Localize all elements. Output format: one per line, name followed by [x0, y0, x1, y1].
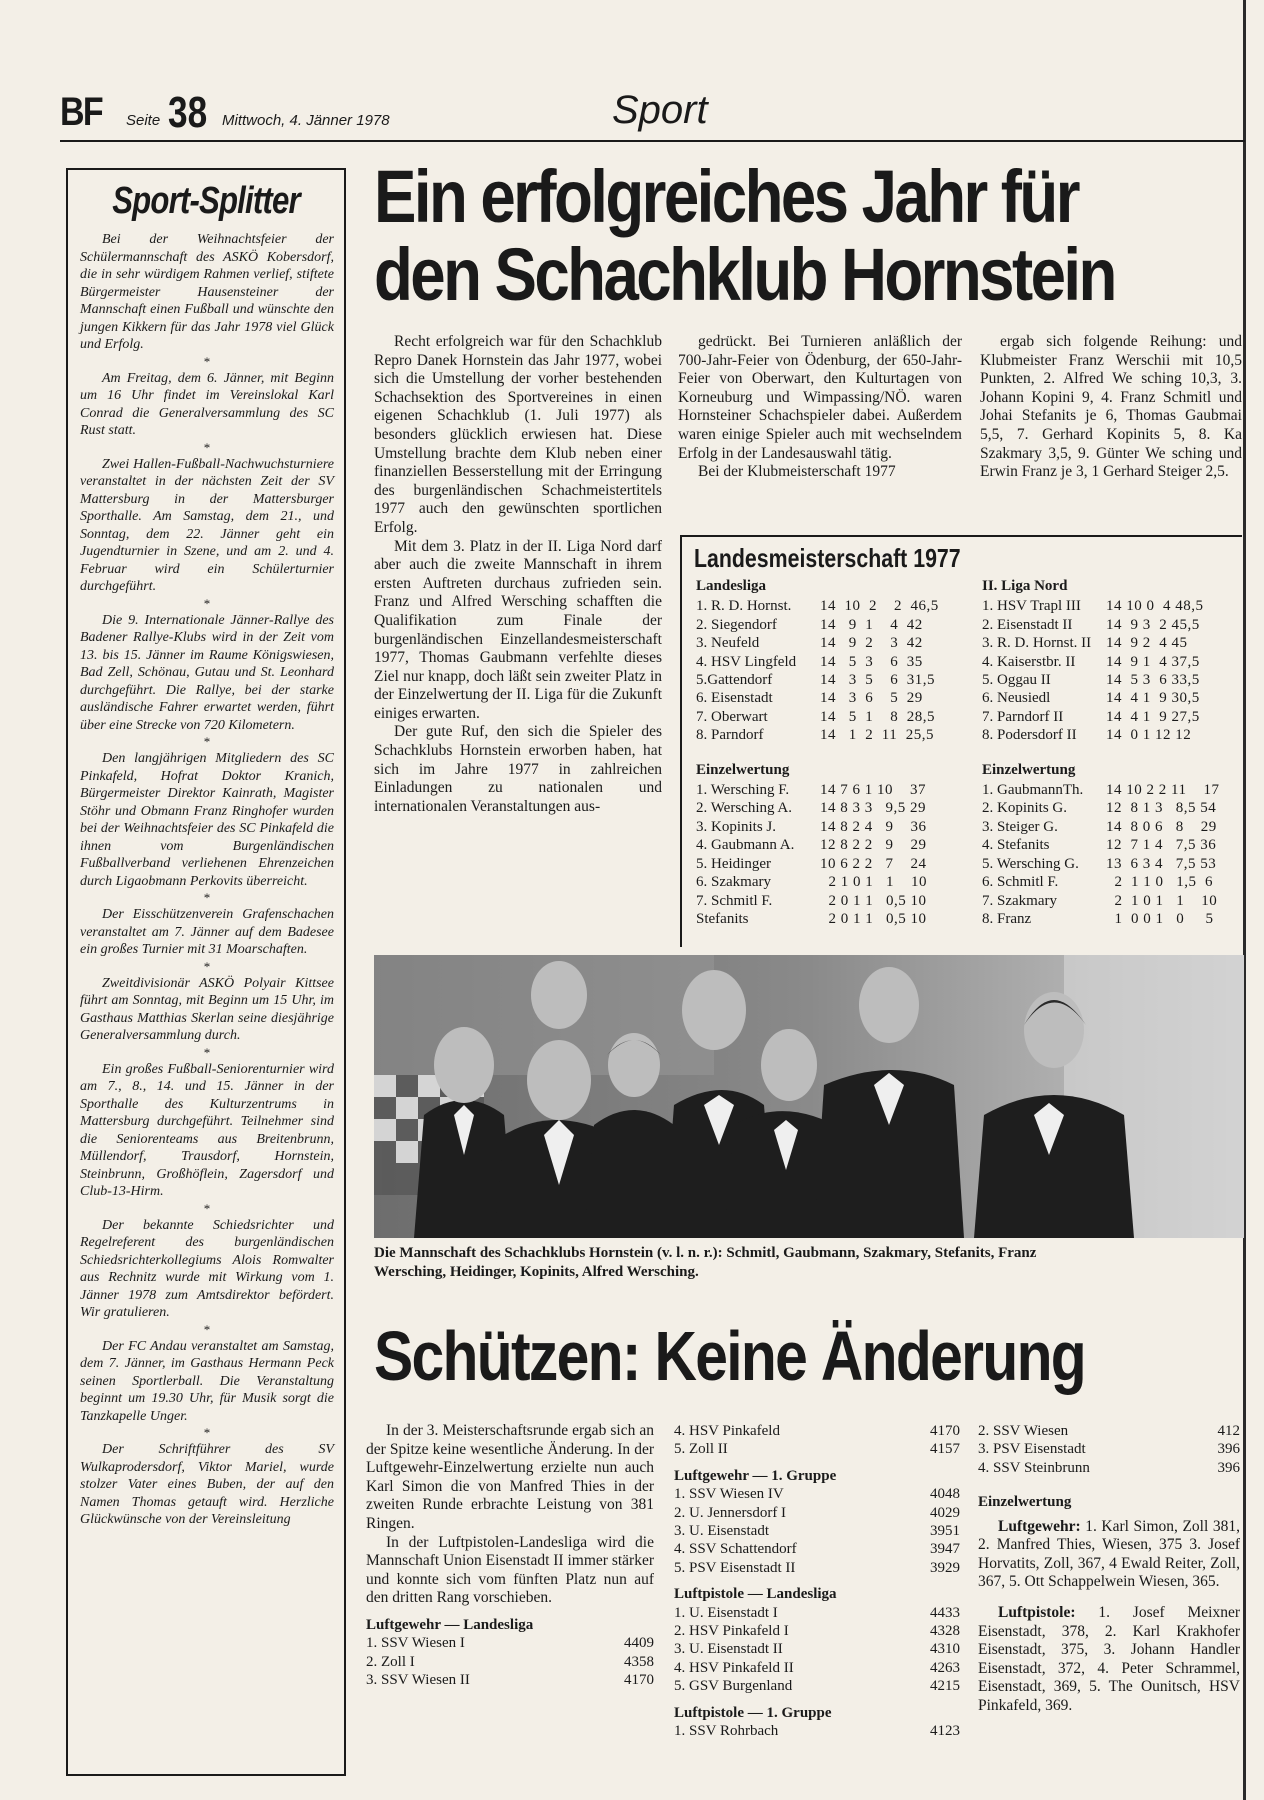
separator-star: *: [203, 890, 211, 905]
luftgewehr-landesliga-table: [366, 1634, 654, 1689]
team-results: 14 9 1 4 37,5: [1106, 653, 1200, 670]
team-name: 5. Heidinger: [696, 855, 771, 872]
team-results: 14 4 1 9 27,5: [1106, 708, 1200, 725]
team-results: 2 1 1 0 1,5 6: [1106, 874, 1213, 891]
separator-star: *: [203, 439, 211, 455]
separator-star: *: [203, 595, 211, 611]
team-name: 3. U. Eisenstadt II: [674, 1641, 783, 1658]
team-name: 5.Gattendorf: [696, 672, 773, 689]
team-results: 14 5 3 6 33,5: [1106, 672, 1200, 689]
separator-star: *: [203, 1321, 211, 1337]
ring-score: 4358: [624, 1653, 654, 1670]
sport-splitter-item: Zweitdivisionär ASKÖ Polyair Kittsee führt am Sonntag, mit Beginn um 15 Uhr, im Gasthaus Matthias Skerlan seine diesjährige Generalversammlung durch.: [80, 975, 334, 1043]
luftgewehr-landesliga-heading: Luftgewehr — Landesliga: [366, 1616, 534, 1633]
ring-score: 3929: [930, 1559, 960, 1576]
ring-score: 4048: [930, 1486, 960, 1503]
team-results: 14 5 3 6 35: [820, 653, 923, 670]
ranking-row: [978, 1422, 1240, 1440]
article-paragraph: Recht erfolgreich war für den Schachklub Repro Danek Hornstein das Jahr 1977, wobei sich die Umstellung der vorher bestehenden Schachsektion des Sportvereines in einen eigenen Schachklub (1. Juli 1977) als besonders glücklich erwiesen hat. Diese Umstellung brachte dem Klub neben einer finanziellen Besserstellung mit der Erringung des burgenländischen Schachmeistertitels 1977 auch den gewünschten sportlichen Erfolg.: [374, 333, 662, 536]
team-name: 8. Parndorf: [696, 727, 764, 744]
team-results: 13 6 3 4 7,5 53: [1106, 855, 1217, 872]
team-name: 7. Schmitl F.: [696, 892, 773, 909]
ring-score: 4170: [624, 1672, 654, 1689]
ranking-row: [674, 1659, 960, 1677]
team-name: 2. HSV Pinkafeld I: [674, 1623, 789, 1640]
ring-score: 4157: [930, 1441, 960, 1458]
shooting-column-3: [978, 1422, 1240, 1752]
table-row: [982, 873, 1254, 891]
separator-star: *: [203, 1425, 211, 1440]
team-name: 1. SSV Wiesen IV: [674, 1486, 784, 1503]
article-paragraph: gedrückt. Bei Turnieren anläßlich der 700-Jahr-Feier von Ödenburg, der 650-Jahr-Feier von Oberwart, den Kulturtagen von Korneuburg und Wimpassing/NÖ. waren Hornsteiner Schachspieler dabei. Außerdem waren einige Spieler auch mit wechselndem Erfolg in der Landesauswahl tätig.: [678, 333, 962, 462]
table-row: [982, 910, 1254, 928]
team-name: 6. Szakmary: [696, 874, 771, 891]
brand-logo: BF: [60, 90, 102, 134]
shooting-column-1: [366, 1422, 654, 1752]
team-results: 2 1 0 1 1 10: [820, 874, 927, 891]
separator-star: *: [203, 1044, 211, 1060]
team-name: 5. Wersching G.: [982, 855, 1079, 872]
team-name: 7. Szakmary: [982, 892, 1057, 909]
team-results: 14 9 2 4 45: [1106, 635, 1188, 652]
sport-splitter-item: Der Schriftführer des SV Wulkaprodersdorf, Viktor Mariel, wurde stolzer Vater eines Buben, der auf den Namen Thomas getauft wird. Herzliche Glückwünsche von der Vereinsleitung: [80, 1442, 334, 1527]
ranking-row: [674, 1440, 960, 1458]
team-name: 1. SSV Wiesen I: [366, 1635, 465, 1652]
left-einzelwertung-table: [696, 781, 968, 928]
ranking-row: [366, 1634, 654, 1652]
team-name: 3. U. Eisenstadt: [674, 1523, 769, 1540]
team-name: 4. Kaiserstbr. II: [982, 653, 1076, 670]
team-results: 2 0 1 1 0,5 10: [820, 910, 927, 927]
article-paragraph: Der gute Ruf, den sich die Spieler des Schachklubs Hornstein erworben haben, hat sich im Jahre 1977 in zahlreichen Einladungen zu nationalen und internationalen Veranstaltungen aus-: [374, 723, 662, 815]
sport-splitter-item: Bei der Weihnachtsfeier der Schülermannschaft des ASKÖ Kobersdorf, die in sehr würdigem Rahmen verlief, stiftete Bürgermeister Hausensteiner der Mannschaft einen Fußball und wünschte den jungen Kikkern für das Jahr 1978 viel Glück und Erfolg.: [80, 232, 334, 352]
team-name: 3. Kopinits J.: [696, 818, 777, 835]
ranking-row: [674, 1722, 960, 1740]
table-row: [696, 855, 968, 873]
chess-headline-line-1: Ein erfolgreiches Jahr für: [374, 155, 1078, 238]
team-name: 4. HSV Lingfeld: [696, 653, 797, 670]
luftpistole-gruppe-continued: [978, 1422, 1240, 1477]
table-row: [696, 892, 968, 910]
team-name: 3. PSV Eisenstadt: [978, 1441, 1086, 1458]
einzel-luftgewehr-text: 1. Karl Simon, Zoll 381, 2. Manfred Thies, Wiesen, 375 3. Josef Horvatits, Zoll, 367, 4 Ewald Reiter, Zoll, 367, 5. Ott Schappelwein Wiesen, 365.: [978, 1517, 1240, 1591]
standings-left: [696, 577, 968, 928]
page-label: Seite: [126, 112, 161, 129]
luftpistole-landesliga-table: [674, 1604, 960, 1696]
einzel-luftpistole-text: 1. Josef Meixner Eisenstadt, 378, 2. Karl Krakhofer Eisenstadt, 375, 3. Johann Handler Eisenstadt, 372, 4. Peter Schrammel, Eisenstadt, 369, 5. The Ounitsch, HSV Pinkafeld, 369.: [978, 1604, 1240, 1714]
chess-column-2: [678, 333, 962, 523]
ring-score: 3951: [930, 1523, 960, 1540]
left-einzelwertung-heading: Einzelwertung: [696, 761, 790, 778]
chess-headline: [374, 155, 1115, 316]
team-name: 1. HSV Trapl III: [982, 598, 1081, 615]
team-name: 7. Oberwart: [696, 708, 768, 725]
team-results: 14 8 3 3 9,5 29: [820, 800, 926, 817]
ranking-row: [674, 1640, 960, 1658]
sport-splitter-box: [66, 168, 346, 1776]
team-name: 4. HSV Pinkafeld II: [674, 1659, 794, 1676]
table-row: [982, 836, 1254, 854]
separator-star: *: [203, 1200, 211, 1216]
sport-splitter-item: Ein großes Fußball-Seniorenturnier wird am 7., 8., 14. und 15. Jänner in der Sporthalle des Kulturzentrums in Mattersburg durchgeführt. Teilnehmer sind die Seniorenteams aus Breitenbrunn, Müllendorf, Trausdorf, Hornstein, Steinbrunn, Großhöflein, Zagersdorf und Club-13-Hirm.: [80, 1061, 334, 1199]
right-einzelwertung-heading: Einzelwertung: [982, 761, 1076, 778]
right-einzelwertung-table: [982, 781, 1254, 928]
landesliga-heading: Landesliga: [696, 578, 767, 594]
article-paragraph: In der 3. Meisterschaftsrunde ergab sich an der Spitze keine wesentliche Änderung. In der Luftgewehr-Einzelwertung erzielte nun auch Karl Simon die von Manfred Thies in der zweiten Runde erbrachte Leistung von 381 Ringen.: [366, 1422, 654, 1532]
photo-caption-line-1: Die Mannschaft des Schachklubs Hornstein (v. l. n. r.): Schmitl, Gaubmann, Szakmary, Stefanits, Franz: [374, 1245, 1037, 1261]
table-row: [696, 836, 968, 854]
ranking-row: [366, 1653, 654, 1671]
team-name: 5. GSV Burgenland: [674, 1678, 793, 1695]
ranking-row: [674, 1522, 960, 1540]
team-name: 6. Neusiedl: [982, 690, 1051, 707]
separator-star: *: [203, 734, 211, 749]
einzel-luftgewehr-paragraph: [978, 1518, 1240, 1592]
ring-score: 4029: [930, 1504, 960, 1521]
ranking-row: [674, 1422, 960, 1440]
ranking-row: [674, 1540, 960, 1558]
team-name: 5. Oggau II: [982, 672, 1051, 689]
separator-star: *: [203, 353, 211, 369]
team-name: 2. Eisenstadt II: [982, 616, 1073, 633]
table-row: [696, 616, 968, 634]
table-row: [982, 892, 1254, 910]
ranking-row: [674, 1604, 960, 1622]
team-results: 14 1 2 11 25,5: [820, 727, 934, 744]
team-results: 14 3 5 6 31,5: [820, 672, 935, 689]
shooting-column-1-text: [366, 1422, 654, 1608]
ranking-row: [978, 1459, 1240, 1477]
table-row: [982, 818, 1254, 836]
team-name: 5. PSV Eisenstadt II: [674, 1559, 796, 1576]
article-paragraph: Mit dem 3. Platz in der II. Liga Nord darf aber auch die zweite Mannschaft in ihrem ersten Auftreten durchaus zufrieden sein. Franz und Alfred Wersching schafften die Qualifikation zum Finale der burgenländischen Einzellandesmeisterschaft 1977, Thomas Gaubmann verfehlte dieses Ziel nur knapp, doch läßt sein zweiter Platz in der Einzelwertung der II. Liga für die Zukunft einiges erwarten.: [374, 537, 662, 722]
issue-date: Mittwoch, 4. Jänner 1978: [222, 112, 390, 129]
table-row: [696, 781, 968, 799]
table-row: [696, 653, 968, 671]
luftgewehr-landesliga-continued: [674, 1422, 960, 1459]
team-name: 5. Zoll II: [674, 1441, 728, 1458]
team-name: 4. Gaubmann A.: [696, 837, 795, 854]
chess-column-3: [980, 333, 1242, 523]
table-row: [696, 597, 968, 615]
photo-caption: [374, 1244, 1254, 1282]
table-row: [982, 726, 1254, 744]
shooting-headline: Schützen: Keine Änderung: [374, 1317, 1086, 1395]
masthead: [60, 88, 1240, 138]
team-results: 12 7 1 4 7,5 36: [1106, 837, 1217, 854]
ring-score: 4433: [930, 1604, 960, 1621]
team-name: 8. Franz: [982, 910, 1032, 927]
chess-column-1: [374, 333, 662, 943]
table-row: [696, 726, 968, 744]
team-name: 3. Steiger G.: [982, 818, 1058, 835]
team-results: 14 5 1 8 28,5: [820, 708, 935, 725]
team-results: 14 8 2 4 9 36: [820, 818, 927, 835]
ranking-row: [978, 1440, 1240, 1458]
sport-splitter-item: Der bekannte Schiedsrichter und Regelreferent des burgenländischen Schiedsrichterkollegiums Alois Romwalter aus Rechnitz wurde mit Wirkung vom 1. Jänner 1978 zum Amtsdirektor befördert. Wir gratulieren.: [80, 1217, 334, 1320]
team-results: 14 10 2 2 46,5: [820, 598, 939, 615]
team-name: 3. SSV Wiesen II: [366, 1672, 470, 1689]
team-name: 2. Siegendorf: [696, 616, 777, 633]
einzel-luftgewehr-label: Luftgewehr:: [998, 1517, 1081, 1535]
team-results: 10 6 2 2 7 24: [820, 855, 927, 872]
ring-score: 4263: [930, 1659, 960, 1676]
sport-splitter-items: [68, 231, 344, 1529]
team-results: 14 0 1 12 12: [1106, 727, 1192, 744]
table-row: [696, 671, 968, 689]
table-row: [982, 597, 1254, 615]
team-name: 2. Wersching A.: [696, 800, 793, 817]
team-name: 1. GaubmannTh.: [982, 782, 1084, 799]
team-results: 12 8 2 2 9 29: [820, 837, 927, 854]
table-row: [982, 634, 1254, 652]
table-row: [696, 634, 968, 652]
team-name: 4. SSV Schattendorf: [674, 1541, 797, 1558]
table-row: [696, 799, 968, 817]
standings-title: Landesmeisterschaft 1977: [694, 543, 961, 573]
sport-splitter-item: Am Freitag, dem 6. Jänner, mit Beginn um 16 Uhr findet im Vereinslokal Karl Conrad die Generalversammlung des SC Rust statt.: [80, 370, 334, 438]
shooting-column-2: [674, 1422, 960, 1752]
ranking-row: [366, 1671, 654, 1689]
team-name: 2. Zoll I: [366, 1653, 415, 1670]
team-results: 14 9 3 2 45,5: [1106, 616, 1200, 633]
photo-caption-line-2: Wersching, Heidinger, Kopinits, Alfred Wersching.: [374, 1264, 699, 1280]
team-results: 14 8 0 6 8 29: [1106, 818, 1217, 835]
team-name: Stefanits: [696, 910, 749, 927]
team-name: 1. Wersching F.: [696, 782, 790, 799]
ranking-row: [674, 1559, 960, 1577]
sport-splitter-item: Der Eisschützenverein Grafenschachen veranstaltet am 7. Jänner auf dem Badesee ein großes Turnier mit 31 Moarschaften.: [80, 907, 334, 957]
chess-headline-line-2: den Schachklub Hornstein: [374, 233, 1115, 316]
table-row: [696, 708, 968, 726]
article-paragraph: Bei der Klubmeisterschaft 1977: [698, 463, 896, 481]
ring-score: 4409: [624, 1635, 654, 1652]
ring-score: 4170: [930, 1423, 960, 1439]
ring-score: 3947: [930, 1541, 960, 1558]
luftgewehr-gruppe-table: [674, 1485, 960, 1577]
ring-score: 412: [1217, 1423, 1240, 1439]
team-results: 14 4 1 9 30,5: [1106, 690, 1200, 707]
team-name: 3. Neufeld: [696, 635, 760, 652]
table-row: [982, 616, 1254, 634]
table-row: [696, 689, 968, 707]
team-name: 4. HSV Pinkafeld: [674, 1423, 780, 1439]
table-row: [696, 873, 968, 891]
ranking-row: [674, 1622, 960, 1640]
team-name: 8. Podersdorf II: [982, 727, 1077, 744]
team-results: 14 10 2 2 11 17: [1106, 782, 1220, 799]
team-name: 6. Schmitl F.: [982, 874, 1059, 891]
table-row: [982, 689, 1254, 707]
team-results: 14 7 6 1 10 37: [820, 782, 926, 799]
einzel-luftpistole-paragraph: [978, 1604, 1240, 1716]
team-name: 2. U. Jennersdorf I: [674, 1504, 787, 1521]
liga-nord-heading: II. Liga Nord: [982, 578, 1068, 594]
standings-right: [982, 577, 1254, 928]
sport-splitter-item: Den langjährigen Mitgliedern des SC Pinkafeld, Hofrat Doktor Kranich, Bürgermeister Direktor Kainrath, Magister Stöhr und Obmann Franz Ringhofer wurden bei der Weihnachtsfeier des SC Pinkafeld die ihnen vom Burgenländischen Fußballverband verliehenen Ehrenzeichen durch Ligaobmann Perkovits überreicht.: [80, 751, 334, 889]
section-title: Sport: [612, 88, 708, 132]
ring-score: 396: [1217, 1441, 1240, 1458]
team-results: 2 1 0 1 1 10: [1106, 892, 1218, 909]
masthead-rule: [60, 140, 1245, 142]
team-results: 1 0 0 1 0 5: [1106, 910, 1214, 927]
team-photo: [374, 955, 1244, 1238]
sport-splitter-item: Der FC Andau veranstaltet am Samstag, dem 7. Jänner, im Gasthaus Hermann Peck seinen Sportlerball. Die Veranstaltung beginnt um 19.30 Uhr, für Musik sorgt die Tanzkapelle Unger.: [80, 1338, 334, 1424]
team-name: 4. SSV Steinbrunn: [978, 1459, 1090, 1476]
team-name: 6. Eisenstadt: [696, 690, 773, 707]
ranking-row: [674, 1677, 960, 1695]
team-name: 3. R. D. Hornst. II: [982, 635, 1092, 652]
standings-box: [680, 535, 1242, 947]
ring-score: 396: [1217, 1459, 1240, 1476]
page-number: 38: [168, 88, 208, 137]
team-name: 4. Stefanits: [982, 837, 1050, 854]
ranking-row: [674, 1504, 960, 1522]
ring-score: 4215: [930, 1678, 960, 1695]
team-results: 14 10 0 4 48,5: [1106, 598, 1204, 615]
team-name: 1. U. Eisenstadt I: [674, 1604, 778, 1621]
ring-score: 4328: [930, 1623, 960, 1640]
ring-score: 4123: [930, 1723, 960, 1740]
luftgewehr-gruppe-heading: Luftgewehr — 1. Gruppe: [674, 1467, 837, 1484]
einzel-luftpistole-label: Luftpistole:: [998, 1604, 1076, 1621]
team-results: 12 8 1 3 8,5 54: [1106, 800, 1217, 817]
team-name: 7. Parndorf II: [982, 708, 1064, 725]
team-results: 2 0 1 1 0,5 10: [820, 892, 927, 909]
sport-splitter-title: Sport-Splitter: [112, 180, 300, 222]
table-row: [982, 671, 1254, 689]
table-row: [982, 653, 1254, 671]
table-row: [982, 855, 1254, 873]
team-results: 14 9 2 3 42: [820, 635, 923, 652]
table-row: [696, 910, 968, 928]
table-row: [982, 708, 1254, 726]
team-results: 14 9 1 4 42: [820, 616, 923, 633]
team-name: 2. Kopinits G.: [982, 800, 1068, 817]
ranking-row: [674, 1485, 960, 1503]
team-name: 2. SSV Wiesen: [978, 1423, 1069, 1439]
table-row: [696, 818, 968, 836]
einzelwertung-heading: Einzelwertung: [978, 1494, 1072, 1511]
sport-splitter-item: Die 9. Internationale Jänner-Rallye des Badener Rallye-Klubs wird in der Zeit vom 13. bis 15. Jänner im Raume Königswiesen, Bad Zell, Schönau, Gutau und St. Leonhard durchgeführt. Die Rallye, bei der starke ausländische Fahrer erwartet werden, führt über eine Strecke von 720 Kilometern.: [80, 612, 334, 733]
article-paragraph: In der Luftpistolen-Landesliga wird die Mannschaft Union Eisenstadt II immer stärker und konnte sich vom fünften Platz nun auf den dritten Rang vorschieben.: [366, 1533, 654, 1607]
ring-score: 4310: [930, 1641, 960, 1658]
liga-nord-table: [982, 597, 1254, 744]
article-paragraph: ergab sich folgende Reihung: und Klubmeister Franz Werschii mit 10,5 Punkten, 2. Alfred We sching 10,3, 3. Johann Kopini 9, 4. Franz Schmitl und Johai Stefanits je 6, Thomas Gaubmai 5,5, 7. Gerhard Kopinits 5, 8. Ka Szakmary 3,5, 9. Günter We sching und Erwin Franz je 3, 1 Gerhard Steiger 2,5.: [980, 333, 1242, 481]
table-row: [982, 799, 1254, 817]
luftpistole-gruppe-heading: Luftpistole — 1. Gruppe: [674, 1704, 832, 1721]
team-results: 14 3 6 5 29: [820, 690, 923, 707]
luftpistole-landesliga-heading: Luftpistole — Landesliga: [674, 1586, 837, 1603]
team-name: 1. SSV Rohrbach: [674, 1723, 779, 1740]
separator-star: *: [203, 958, 211, 974]
team-name: 1. R. D. Hornst.: [696, 598, 792, 615]
sport-splitter-item: Zwei Hallen-Fußball-Nachwuchsturniere veranstaltet in der nächsten Zeit der SV Mattersburg in der Mattersburger Sporthalle. Am Samstag, dem 21., und Sonntag, dem 22. Jänner geht ein Jugendturnier in Szene, und am 2. und 4. Februar wird ein Schülerturnier durchgeführt.: [80, 456, 334, 594]
luftpistole-gruppe-table: [674, 1722, 960, 1740]
landesliga-table: [696, 597, 968, 744]
table-row: [982, 781, 1254, 799]
